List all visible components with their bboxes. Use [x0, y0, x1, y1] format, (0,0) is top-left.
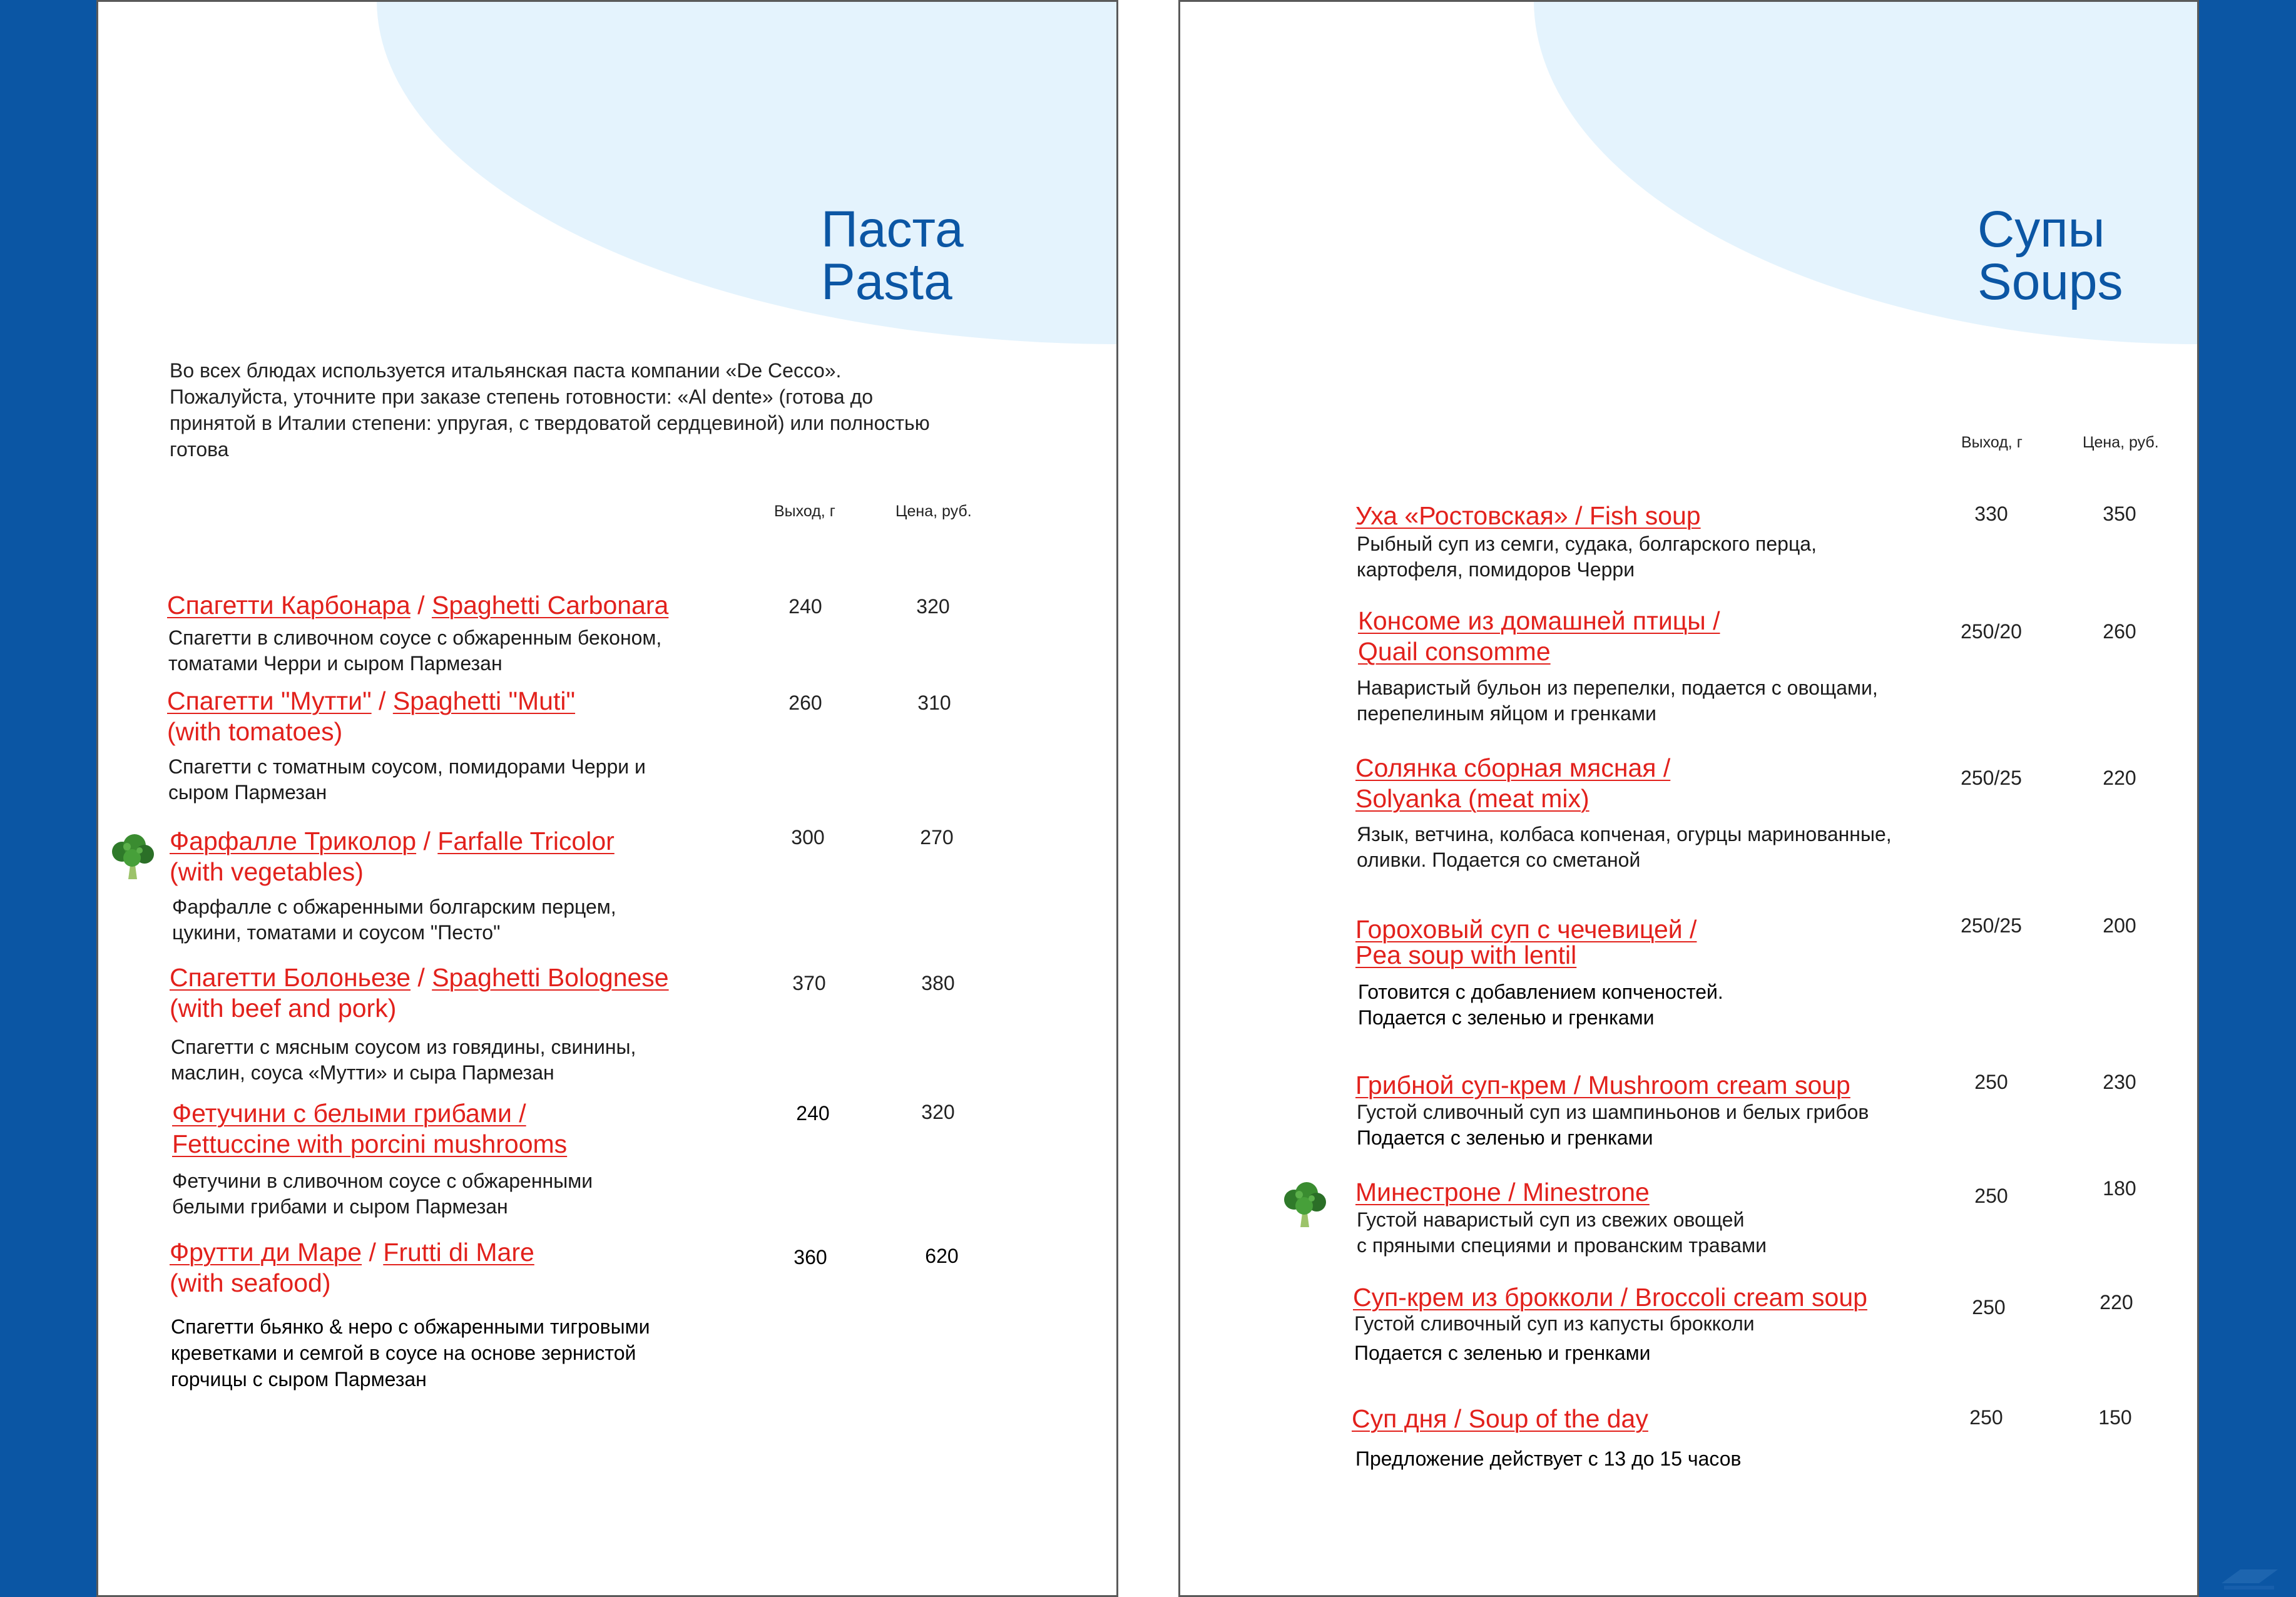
soup-item-desc — [1355, 1446, 1742, 1472]
pasta-item-price: 320 — [916, 595, 950, 618]
soup-item-name[interactable] — [1352, 1404, 1648, 1434]
pasta-item-name-2: (with vegetables) — [170, 857, 364, 886]
soup-item-name[interactable] — [1355, 753, 1670, 783]
name-text: Суп дня / Soup of the day — [1352, 1404, 1648, 1433]
name-ru: Фарфалле Триколор — [170, 827, 417, 855]
desc-line: горчицы с сыром Пармезан — [171, 1368, 427, 1390]
pasta-item-weight: 240 — [788, 595, 822, 618]
pasta-title-en: Pasta — [821, 253, 952, 310]
desc-line: Густой сливочный суп из шампиньонов и белых грибов — [1357, 1101, 1869, 1123]
name-ru: Фетучини с белыми грибами / — [172, 1099, 526, 1128]
desc-line: картофеля, помидоров Черри — [1357, 558, 1635, 581]
pasta-item-name-2[interactable] — [172, 1129, 567, 1160]
pasta-item-name[interactable]: Фарфалле Триколор / Farfalle Tricolor — [170, 827, 615, 855]
soup-item-weight: 250/25 — [1961, 914, 2022, 937]
soup-item-price: 230 — [2103, 1071, 2136, 1093]
name-en: Spaghetti Bolognese — [432, 963, 669, 992]
desc-line: Подается с зеленью и гренками — [1354, 1342, 1651, 1364]
desc-line: Густой сливочный суп из капусты брокколи — [1354, 1312, 1755, 1335]
soup-item-name[interactable] — [1353, 1282, 1867, 1313]
soup-item-weight: 250/25 — [1961, 767, 2022, 789]
pasta-item-weight: 370 — [792, 972, 826, 994]
pasta-item-price: 270 — [920, 826, 954, 849]
desc-line: с пряными специями и прованским травами — [1357, 1234, 1767, 1257]
soups-title-ru: Супы — [1977, 201, 2105, 258]
soup-item-desc — [1357, 1207, 1767, 1258]
desc-line: Готовится с добавлением копченостей. — [1358, 981, 1723, 1003]
right-blue-band — [2198, 0, 2296, 1597]
desc-line: креветками и семгой в соусе на основе зернистой — [171, 1342, 636, 1364]
soups-price-header: Цена, руб. — [2083, 434, 2159, 451]
name-ru: Спагетти Карбонара — [167, 591, 411, 620]
corner-logo-icon — [2215, 1564, 2284, 1594]
name-text: Минестроне / Minestrone — [1355, 1178, 1650, 1207]
pasta-item-name[interactable]: Спагетти "Мутти" / Spaghetti "Muti" — [167, 686, 576, 715]
pasta-item-weight: 300 — [791, 826, 825, 849]
soups-page — [1178, 0, 2199, 1597]
soup-item-price: 350 — [2103, 503, 2136, 525]
desc-line: маслин, соуса «Мутти» и сыра Пармезан — [171, 1061, 554, 1084]
pasta-price-header: Цена, руб. — [895, 503, 972, 520]
soup-item-price: 260 — [2103, 620, 2136, 643]
broccoli-icon — [1280, 1181, 1330, 1231]
desc-line: Фарфалле с обжаренными болгарским перцем, — [172, 895, 616, 918]
pasta-item-name[interactable]: Спагетти Болоньезе / Spaghetti Bolognese — [170, 963, 669, 992]
desc-line: Язык, ветчина, колбаса копченая, огурцы маринованные, — [1357, 823, 1892, 845]
pasta-item-desc — [172, 1168, 593, 1220]
desc-line: перепелиным яйцом и гренками — [1357, 702, 1656, 725]
desc-line: цукини, томатами и соусом "Песто" — [172, 921, 501, 944]
pasta-item-weight: 260 — [788, 691, 822, 714]
name-en: Frutti di Mare — [383, 1238, 534, 1267]
soups-title-en: Soups — [1977, 253, 2123, 310]
pasta-item-desc — [168, 625, 661, 676]
soup-item-weight: 250 — [1974, 1071, 2008, 1093]
desc-line: Рыбный суп из семги, судака, болгарского перца, — [1357, 533, 1817, 555]
name-text: Солянка сборная мясная / — [1355, 753, 1671, 782]
pasta-item-name-2: (with seafood) — [170, 1268, 331, 1297]
soup-item-name-2[interactable] — [1355, 783, 1589, 814]
intro-line: принятой в Италии степени: упругая, с твердоватой сердцевиной) или полностью — [170, 412, 930, 434]
desc-line: Спагетти с томатным соусом, помидорами Черри и — [168, 755, 646, 778]
desc-line: Наваристый бульон из перепелки, подается с овощами, — [1357, 676, 1878, 699]
soup-item-desc — [1357, 675, 1878, 727]
name-en: Fettuccine with porcini mushrooms — [172, 1130, 568, 1158]
soup-item-weight: 250 — [1972, 1296, 2006, 1319]
soup-item-name-2[interactable] — [1358, 636, 1551, 667]
pasta-intro — [170, 357, 1058, 462]
pasta-item-desc — [171, 1034, 636, 1086]
intro-line: Пожалуйста, уточните при заказе степень готовности: «Al dente» (готова до — [170, 385, 874, 408]
pasta-item-price: 320 — [921, 1101, 955, 1123]
soup-item-name[interactable] — [1358, 606, 1720, 636]
pasta-weight-header: Выход, г — [774, 503, 835, 520]
desc-line: сыром Пармезан — [168, 781, 327, 804]
pasta-item-name[interactable]: Фрутти ди Маре / Frutti di Mare — [170, 1238, 534, 1267]
soup-item-name[interactable] — [1355, 1177, 1650, 1208]
soup-item-desc — [1358, 979, 1723, 1031]
desc-line: Предложение действует с 13 до 15 часов — [1355, 1447, 1742, 1470]
pasta-item-desc — [168, 754, 646, 805]
pasta-item-desc — [171, 1314, 650, 1392]
soup-item-desc — [1357, 531, 1817, 583]
name-text: Суп-крем из брокколи / Broccoli cream soup — [1353, 1283, 1867, 1312]
desc-line: Густой наваристый суп из свежих овощей — [1357, 1208, 1745, 1231]
intro-line: Во всех блюдах используется итальянская паста компании «De Cecco». — [170, 359, 842, 382]
soup-item-price: 200 — [2103, 914, 2136, 937]
pasta-item-desc — [172, 894, 616, 946]
soup-item-price: 150 — [2098, 1406, 2132, 1429]
soup-item-weight: 250 — [1974, 1185, 2008, 1207]
name-text: Грибной суп-крем / Mushroom cream soup — [1355, 1071, 1850, 1100]
pasta-title-ru: Паста — [821, 201, 964, 258]
desc-line: Подается с зеленью и гренками — [1357, 1126, 1653, 1149]
soup-item-price: 180 — [2103, 1177, 2136, 1200]
name-text-2: Pea soup with lentil — [1355, 941, 1577, 969]
name-text-2: Solyanka (meat mix) — [1355, 784, 1589, 813]
desc-line: Спагетти в сливочном соусе с обжаренным беконом, — [168, 626, 662, 649]
pasta-item-name-2: (with tomatoes) — [167, 717, 343, 746]
soup-item-price: 220 — [2100, 1291, 2133, 1314]
name-text: Гороховый суп с чечевицей / — [1355, 915, 1697, 944]
pasta-item-price: 380 — [921, 972, 955, 994]
desc-line: Подается с зеленью и гренками — [1358, 1006, 1655, 1029]
desc-line: Спагетти бьянко & неро с обжаренными тигровыми — [171, 1315, 650, 1338]
desc-line: томатами Черри и сыром Пармезан — [168, 652, 503, 675]
pasta-item-name[interactable] — [172, 1098, 526, 1129]
broccoli-icon — [108, 833, 158, 883]
desc-line: Фетучини в сливочном соусе с обжаренными — [172, 1170, 593, 1192]
soup-item-weight: 250 — [1969, 1406, 2003, 1429]
pasta-item-price: 310 — [917, 691, 951, 714]
desc-line: Спагетти с мясным соусом из говядины, свинины, — [171, 1036, 636, 1058]
pasta-item-weight: 360 — [793, 1246, 827, 1268]
intro-line: готова — [170, 438, 229, 461]
soup-item-desc — [1357, 1100, 1869, 1151]
name-text: Уха «Ростовская» / Fish soup — [1355, 501, 1701, 530]
left-blue-band — [0, 0, 98, 1597]
pasta-item-weight: 240 — [796, 1102, 830, 1125]
pasta-item-name[interactable]: Спагетти Карбонара / Spaghetti Carbonara — [167, 591, 669, 620]
pasta-header-blob — [377, 0, 1118, 344]
name-text: Консоме из домашней птицы / — [1358, 606, 1720, 635]
desc-line: оливки. Подается со сметаной — [1357, 849, 1641, 871]
soup-item-desc — [1354, 1311, 1755, 1366]
pasta-item-name-2: (with beef and pork) — [170, 994, 397, 1023]
pasta-page — [96, 0, 1118, 1597]
name-ru: Спагетти "Мутти" — [167, 686, 372, 715]
name-text-2: Quail consomme — [1358, 637, 1551, 666]
soups-weight-header: Выход, г — [1961, 434, 2023, 451]
soup-item-name[interactable] — [1355, 1070, 1850, 1101]
pasta-item-price: 620 — [925, 1245, 959, 1267]
soup-item-name[interactable] — [1355, 501, 1701, 531]
name-en: Spaghetti "Muti" — [392, 686, 576, 715]
name-en: Spaghetti Carbonara — [431, 591, 669, 620]
desc-line: белыми грибами и сыром Пармезан — [172, 1195, 508, 1218]
soup-item-name-2[interactable] — [1355, 940, 1576, 971]
name-en: Farfalle Tricolor — [437, 827, 615, 855]
soup-item-desc — [1357, 822, 1892, 873]
soup-item-weight: 250/20 — [1961, 620, 2022, 643]
soup-item-price: 220 — [2103, 767, 2136, 789]
soup-item-weight: 330 — [1974, 503, 2008, 525]
name-ru: Фрутти ди Маре — [170, 1238, 362, 1267]
name-ru: Спагетти Болоньезе — [170, 963, 411, 992]
